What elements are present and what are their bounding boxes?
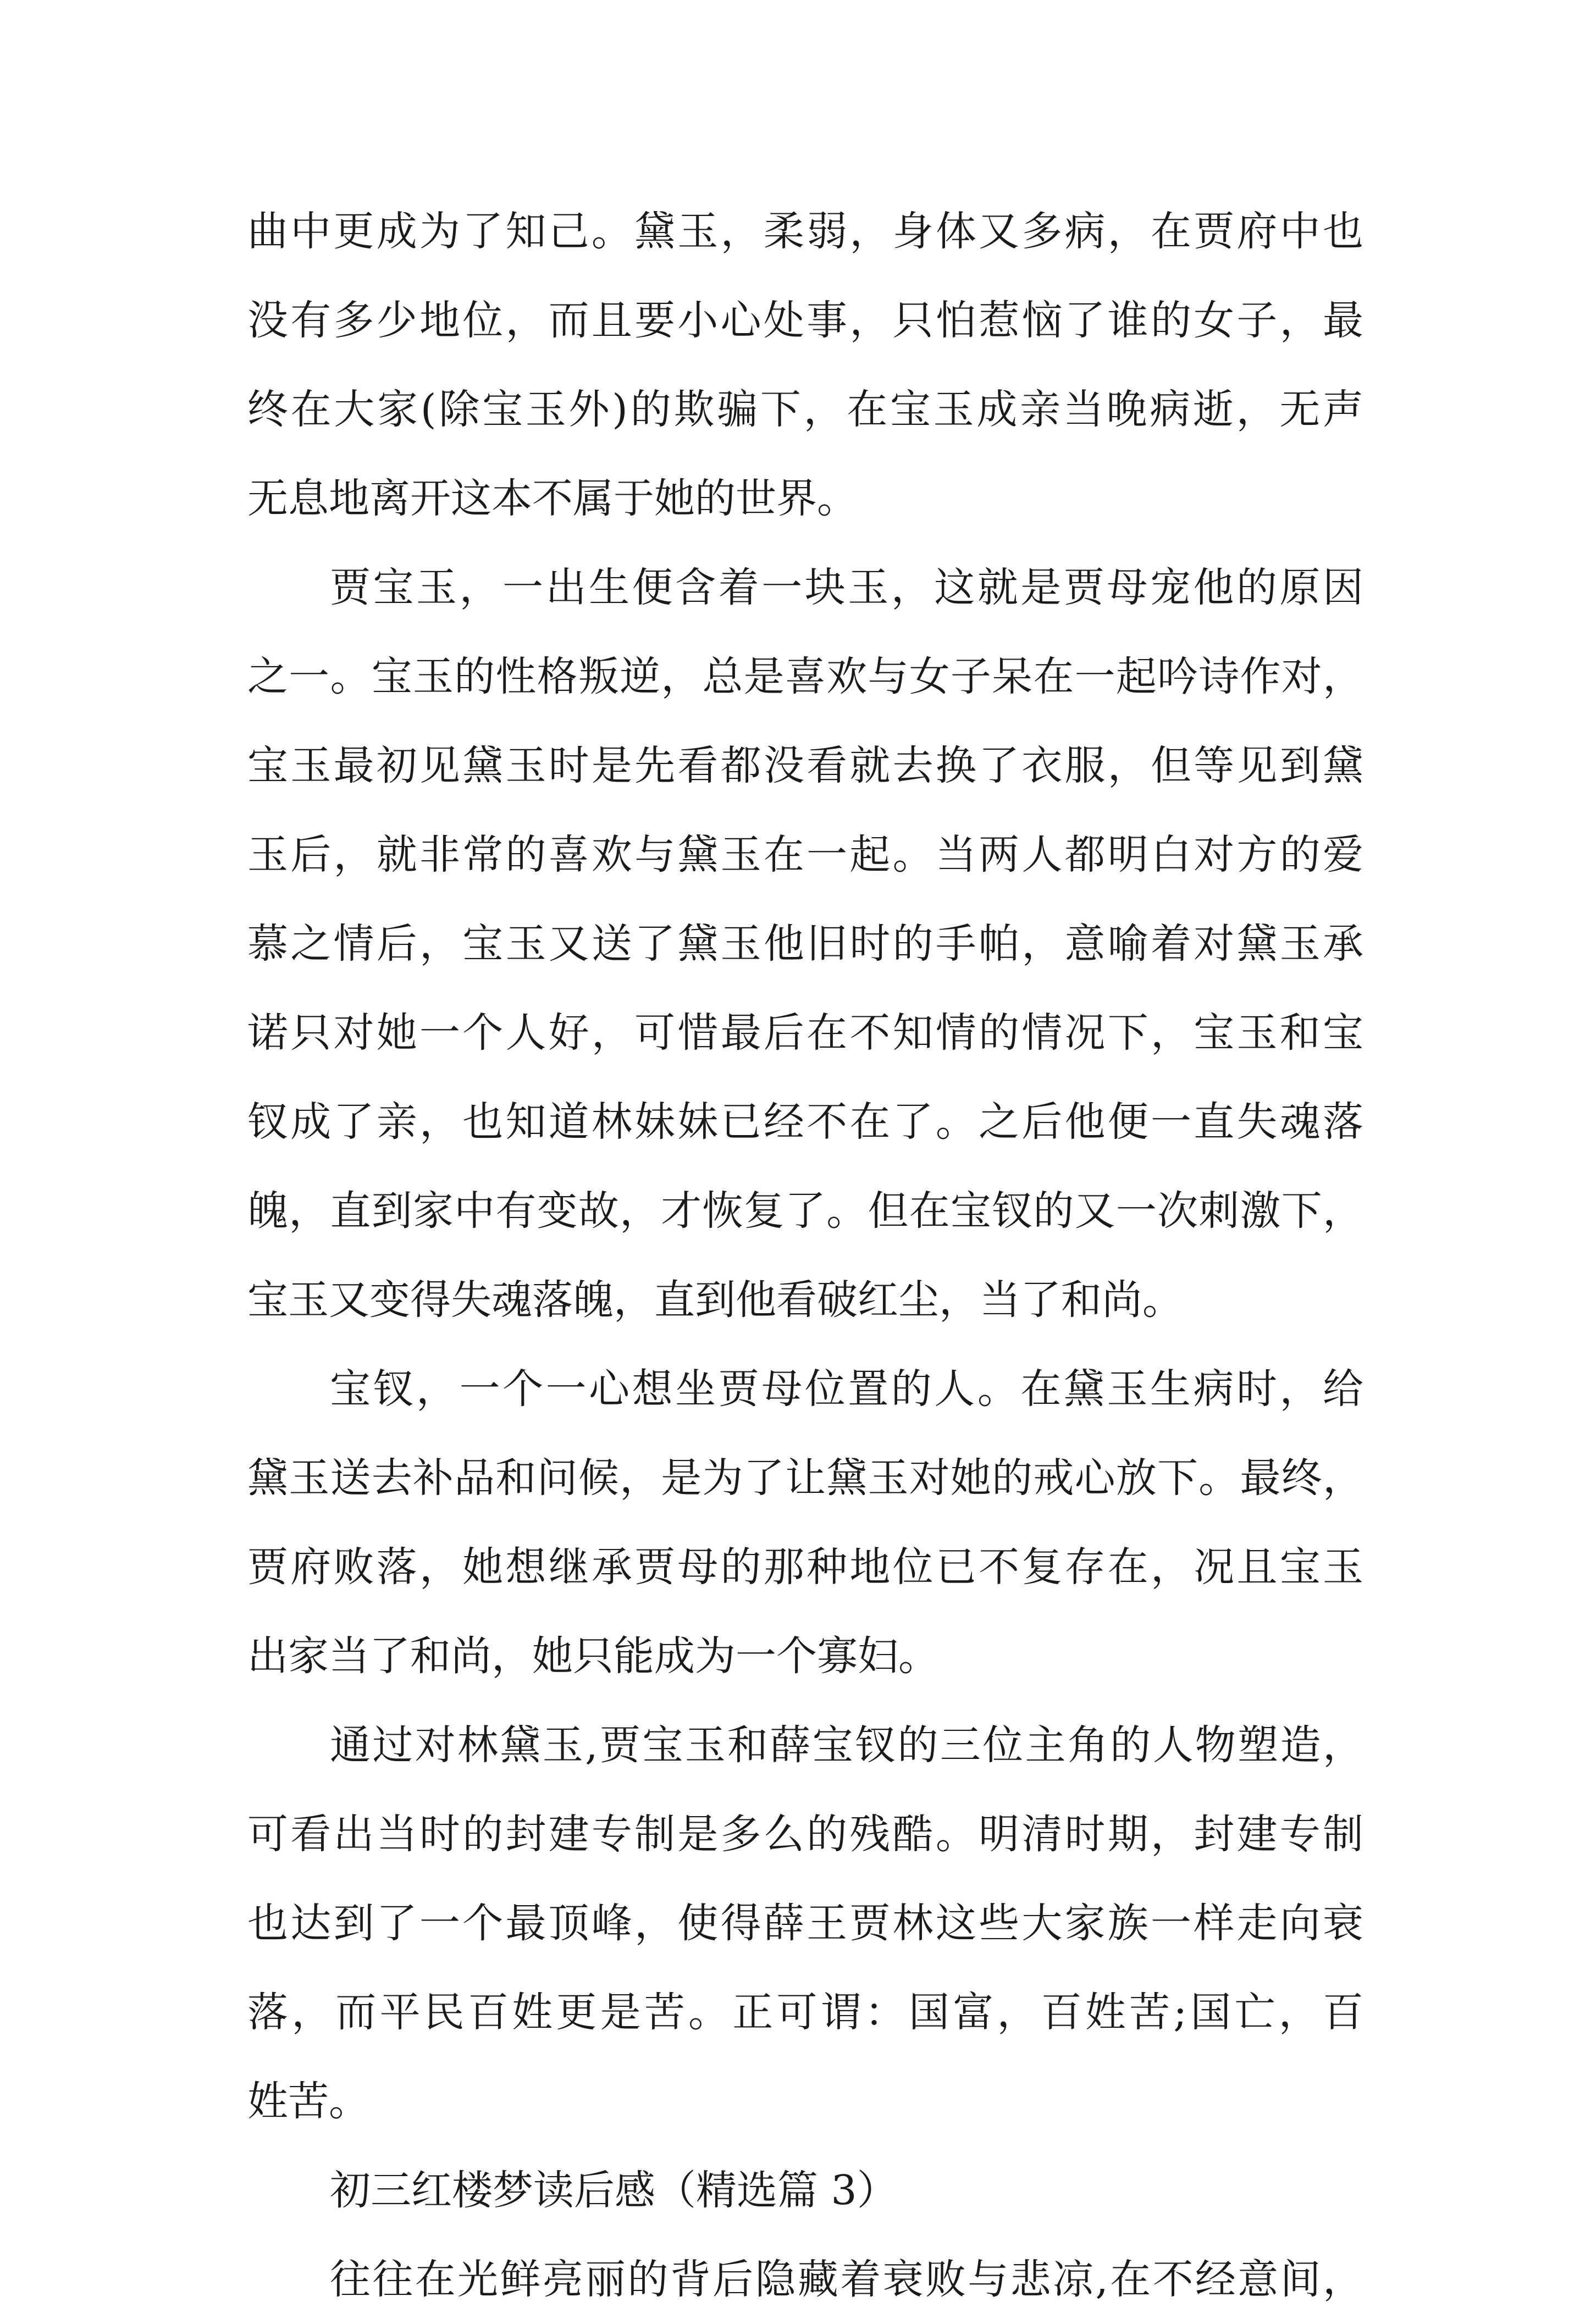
text-line: 姓苦。 (247, 2078, 369, 2125)
text-line: 没有多少地位，而且要小心处事，只怕惹恼了谁的女子，最 (247, 297, 1363, 344)
body-text (247, 187, 1363, 2324)
paragraph-first-line: 通过对林黛玉,贾宝玉和薛宝钗的三位主角的人物塑造， (330, 1722, 1363, 1769)
text-line: 落，而平民百姓更是苦。正可谓：国富，百姓苦;国亡，百 (247, 1989, 1363, 2036)
text-line: 终在大家(除宝玉外)的欺骗下，在宝玉成亲当晚病逝，无声 (247, 386, 1363, 433)
text-line: 黛玉送去补品和问候，是为了让黛玉对她的戒心放下。最终， (247, 1454, 1363, 1502)
text-line: 玉后，就非常的喜欢与黛玉在一起。当两人都明白对方的爱 (247, 831, 1363, 878)
paragraph-first-line: 贾宝玉，一出生便含着一块玉，这就是贾母宠他的原因 (330, 564, 1363, 611)
text-line: 曲中更成为了知己。黛玉，柔弱，身体又多病，在贾府中也 (247, 208, 1363, 255)
paragraph-first-line: 宝钗，一个一心想坐贾母位置的人。在黛玉生病时，给 (330, 1365, 1363, 1413)
text-line: 慕之情后，宝玉又送了黛玉他旧时的手帕，意喻着对黛玉承 (247, 920, 1363, 967)
text-line: 也达到了一个最顶峰，使得薛王贾林这些大家族一样走向衰 (247, 1900, 1363, 1947)
text-line: 贾府败落，她想继承贾母的那种地位已不复存在，况且宝玉 (247, 1543, 1363, 1591)
text-line: 之一。宝玉的性格叛逆，总是喜欢与女子呆在一起吟诗作对， (247, 653, 1363, 700)
text-line: 钗成了亲，也知道林妹妹已经不在了。之后他便一直失魂落 (247, 1098, 1363, 1146)
paragraph-first-line: 初三红楼梦读后感（精选篇 3） (330, 2167, 898, 2214)
text-line: 魄，直到家中有变故，才恢复了。但在宝钗的又一次刺激下， (247, 1187, 1363, 1235)
text-line: 宝玉最初见黛玉时是先看都没看就去换了衣服，但等见到黛 (247, 742, 1363, 789)
text-line: 无息地离开这本不属于她的世界。 (247, 475, 858, 522)
text-line: 宝玉又变得失魂落魄，直到他看破红尘，当了和尚。 (247, 1276, 1183, 1324)
paragraph-first-line: 往往在光鲜亮丽的背后隐藏着衰败与悲凉,在不经意间， (330, 2256, 1363, 2303)
text-line: 诺只对她一个人好，可惜最后在不知情的情况下，宝玉和宝 (247, 1009, 1363, 1056)
text-line: 出家当了和尚，她只能成为一个寡妇。 (247, 1633, 939, 1680)
text-line: 可看出当时的封建专制是多么的残酷。明清时期，封建专制 (247, 1811, 1363, 1858)
